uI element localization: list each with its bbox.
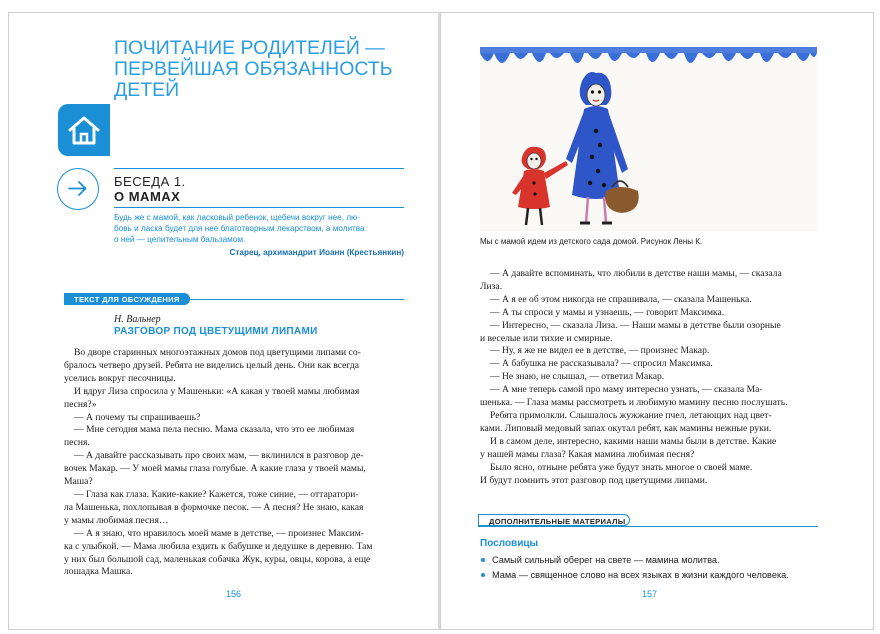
text-line: — А давайте вспоминать, что любили в детстве наши мамы, — сказала (490, 268, 782, 279)
text-line: — Ну, я же не видел ее в детстве, — произнес Макар. (490, 345, 710, 357)
text-line: ками. Липовый медовый запах окутал ребят, как мамины нежные руки. (480, 422, 772, 434)
proverbs-list (480, 553, 820, 583)
epigraph-author: Старец, архимандрит Иоанн (Крестьянкин) (229, 248, 404, 257)
epigraph-line: о ней — целительным бальзамом. (114, 235, 246, 244)
drawing (480, 47, 817, 231)
text-line: — А я ее об этом никогда не спрашивала, — сказала Машенька. (490, 293, 752, 305)
chapter-title-line: ДЕТЕЙ (114, 79, 180, 101)
page-number-left: 156 (226, 589, 242, 599)
text-line: ка с улыбкой. — Мама любила ездить к бабушке и дедушке в деревню. Там (64, 540, 373, 552)
text-line: — А ты спроси у мамы и узнаешь, — говорит Максимка. (490, 306, 725, 318)
text-line: песня. (64, 437, 90, 449)
text-line: лошадка Машка. (64, 566, 133, 578)
story-author: Н. Вальнер (114, 314, 161, 325)
home-icon (58, 104, 110, 156)
text-line: у мамы любимая песня… (64, 514, 169, 526)
text-line: Маша? (64, 476, 93, 488)
talk-rule-top (114, 168, 404, 169)
epigraph-line: Будь же с мамой, как ласковый ребенок, щебечи вокруг нее, лю- (114, 213, 360, 222)
proverbs-heading: Пословицы (480, 538, 539, 549)
extra-section-label: ДОПОЛНИТЕЛЬНЫЕ МАТЕРИАЛЫ (478, 514, 630, 526)
text-line: — А почему ты спрашиваешь? (74, 411, 201, 423)
proverb-item (480, 568, 820, 583)
text-line: — А бабушка не рассказывала? — спросил Максимка. (490, 358, 713, 370)
text-line: — А давайте рассказывать про своих мам, — вклинился в разговор де- (74, 450, 364, 462)
epigraph-line: бовь и ласка будет для нее благотворным лекарством, а молитва (114, 224, 365, 233)
text-line: — Мне сегодня мама пела песню. Мама сказала, что это ее любимая (74, 424, 355, 436)
child-figure (512, 147, 568, 225)
arrow-right-icon (58, 169, 97, 208)
text-line: — А я знаю, что нравилось моей маме в детстве, — произнес Максим- (74, 527, 364, 539)
proverb-text: Мама — священное слово на всех языках в жизни каждого человека. (492, 570, 789, 580)
text-line: Во дворе старинных многоэтажных домов под цветущими липами со- (74, 347, 361, 358)
text-line: — А мне теперь самой про маму интересно узнать, — сказала Ма- (490, 384, 763, 396)
discussion-section-label: ТЕКСТ ДЛЯ ОБСУЖДЕНИЯ (64, 293, 190, 305)
text-line: и веселые или тихие и смирные. (480, 332, 613, 344)
talk-rule-bottom (114, 207, 404, 208)
epigraph (114, 212, 406, 245)
text-line: ла Машенька, похлопывая в формочке песок. — А песня? Не знаю, какая (64, 501, 364, 513)
story-title: РАЗГОВОР ПОД ЦВЕТУЩИМИ ЛИПАМИ (114, 326, 318, 337)
section-rule (478, 526, 818, 527)
text-line: И в самом деле, интересно, какими наши мамы были в детстве. Какие (490, 435, 777, 447)
text-line: И будут помнить этот разговор под цветущими липами. (480, 474, 708, 486)
arrow-circle (57, 168, 99, 210)
talk-title: О МАМАХ (114, 189, 181, 204)
left-body-text (64, 347, 409, 579)
talk-number: БЕСЕДА 1. (114, 174, 186, 189)
child-drawing-illustration (480, 47, 817, 231)
text-line: Ребята примолкли. Слышалось жужжание пчел, летающих над цвет- (490, 409, 772, 421)
right-body-text (480, 268, 825, 487)
chapter-title (114, 38, 414, 101)
home-badge (58, 104, 110, 156)
text-line: у них был большой сад, маленькая собачка Жук, куры, овцы, корова, а еще (64, 553, 371, 565)
proverb-item (480, 553, 820, 568)
text-line: Было ясно, отныне ребята уже будут знать многое о своей маме. (490, 461, 753, 473)
book-spine (438, 12, 440, 628)
text-line: — Не знаю, не слышал, — ответил Макар. (490, 371, 665, 383)
text-line: песня?» (64, 398, 97, 410)
text-line: Лиза. (480, 280, 503, 292)
bullet-icon (481, 558, 485, 562)
chapter-title-line: ПОЧИТАНИЕ РОДИТЕЛЕЙ — (114, 37, 385, 59)
chapter-title-line: ПЕРВЕЙШАЯ ОБЯЗАННОСТЬ (114, 58, 393, 80)
bullet-icon (481, 573, 485, 577)
text-line: — Глаза как глаза. Какие-какие? Кажется, тоже синие, — оттаратори- (74, 488, 359, 500)
text-line: у нашей мамы глаза? Какая мамина любимая песня? (480, 448, 695, 460)
text-line: бралось четверо друзей. Ребята не виделись целый день. Они как всегда (64, 359, 359, 371)
sky-strokes (480, 47, 817, 63)
text-line: И вдруг Лиза спросила у Машеньки: «А какая у твоей мамы любимая (74, 385, 360, 397)
proverb-text: Самый сильный оберег на свете — мамина молитва. (492, 555, 720, 565)
text-line: шенька. — Глаза мамы рассмотреть и любимую мамину песню послушать. (480, 397, 788, 409)
illustration-caption: Мы с мамой идем из детского сада домой. Рисунок Лены К. (480, 237, 703, 246)
text-line: уселись вокруг песочницы. (64, 372, 176, 384)
text-line: вочек Макар. — У моей мамы глаза голубые. А какие глаза у твоей мамы, (64, 463, 366, 475)
page-number-right: 157 (642, 589, 658, 599)
text-line: — Интересно, — сказала Лиза. — Наши мамы в детстве были озорные (490, 319, 781, 331)
